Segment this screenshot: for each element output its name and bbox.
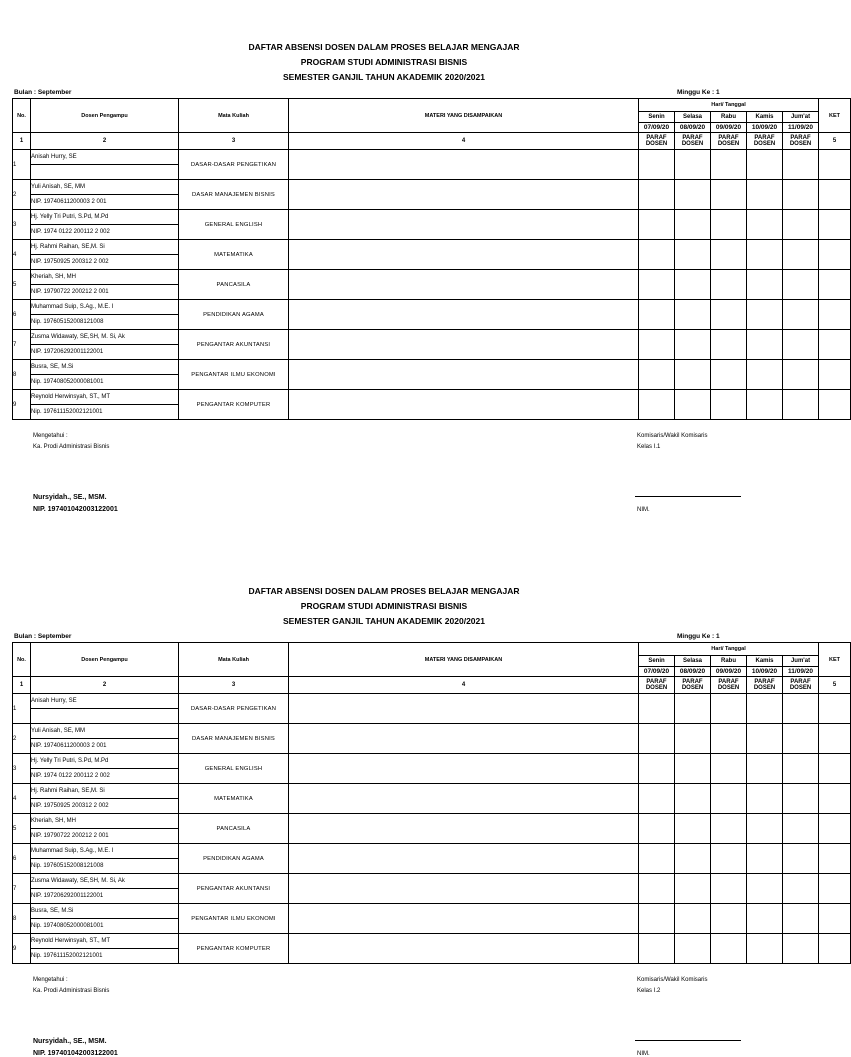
course-name: MATEMATIKA: [179, 784, 289, 814]
ket-cell: [819, 240, 851, 270]
paraf-cell: [783, 694, 819, 724]
row-number: 4: [13, 240, 31, 270]
col-number: 1: [13, 133, 31, 150]
paraf-cell: [639, 754, 675, 784]
day-date: 07/09/20: [639, 123, 675, 133]
paraf-cell: [675, 724, 711, 754]
row-number: 3: [13, 210, 31, 240]
paraf-cell: [639, 240, 675, 270]
paraf-cell: [711, 270, 747, 300]
course-name: PENGANTAR AKUNTANSI: [179, 874, 289, 904]
paraf-cell: [783, 724, 819, 754]
row-number: 9: [13, 390, 31, 420]
paraf-cell: [783, 784, 819, 814]
paraf-cell: [675, 270, 711, 300]
paraf-cell: [747, 330, 783, 360]
kaprodi-nip: NIP. 197401042003122001: [33, 506, 118, 513]
lecturer-name: Anisah Hurry, SE: [31, 694, 179, 709]
col-no: No.: [13, 99, 31, 133]
day-date: 08/09/20: [675, 667, 711, 677]
day-name: Rabu: [711, 656, 747, 667]
paraf-cell: [675, 240, 711, 270]
lecturer-nip: [31, 165, 179, 180]
day-name: Kamis: [747, 112, 783, 123]
materi-cell: [289, 300, 639, 330]
week-label: Minggu Ke : 1: [677, 89, 720, 96]
day-name: Selasa: [675, 656, 711, 667]
day-name: Senin: [639, 112, 675, 123]
course-name: DASAR-DASAR PENGETIKAN: [179, 694, 289, 724]
paraf-cell: [711, 724, 747, 754]
paraf-cell: [783, 934, 819, 964]
lecturer-name: Hj. Yelly Tri Putri, S.Pd, M.Pd: [31, 210, 179, 225]
lecturer-nip: NIP. 19740611200003 2 001: [31, 195, 179, 210]
materi-cell: [289, 360, 639, 390]
lecturer-name: Hj. Yelly Tri Putri, S.Pd, M.Pd: [31, 754, 179, 769]
row-number: 3: [13, 754, 31, 784]
mengetahui-label: Mengetahui :: [33, 977, 68, 983]
col-materi: MATERI YANG DISAMPAIKAN: [289, 99, 639, 133]
paraf-cell: [675, 754, 711, 784]
paraf-cell: [711, 300, 747, 330]
paraf-cell: [747, 814, 783, 844]
paraf-cell: [783, 360, 819, 390]
komisaris-title: Komisaris/Wakil Komisaris: [637, 433, 708, 439]
paraf-label: PARAF DOSEN: [783, 133, 819, 150]
paraf-cell: [639, 784, 675, 814]
paraf-cell: [639, 904, 675, 934]
paraf-cell: [711, 150, 747, 180]
paraf-cell: [783, 300, 819, 330]
table-row: [13, 844, 851, 859]
paraf-cell: [711, 844, 747, 874]
table-row: [13, 754, 851, 769]
paraf-cell: [675, 784, 711, 814]
col-matkul: Mata Kuliah: [179, 99, 289, 133]
lecturer-name: Zusma Widawaty, SE,SH, M. Si, Ak: [31, 330, 179, 345]
col-number: 3: [179, 677, 289, 694]
lecturer-name: Yuli Anisah, SE, MM: [31, 180, 179, 195]
ket-cell: [819, 270, 851, 300]
lecturer-nip: NIP. 197206292001122001: [31, 345, 179, 360]
kaprodi-title: Ka. Prodi Administrasi Bisnis: [33, 444, 110, 450]
ket-cell: [819, 694, 851, 724]
table-row: [13, 360, 851, 375]
row-number: 2: [13, 724, 31, 754]
lecturer-name: Reynold Herwinsyah, ST., MT: [31, 934, 179, 949]
paraf-cell: [639, 694, 675, 724]
day-date: 09/09/20: [711, 123, 747, 133]
ket-cell: [819, 300, 851, 330]
day-date: 11/09/20: [783, 667, 819, 677]
col-no: No.: [13, 643, 31, 677]
paraf-cell: [639, 934, 675, 964]
paraf-cell: [639, 390, 675, 420]
paraf-label: PARAF DOSEN: [711, 133, 747, 150]
lecturer-name: Yuli Anisah, SE, MM: [31, 724, 179, 739]
day-name: Jum'at: [783, 656, 819, 667]
lecturer-name: Anisah Hurry, SE: [31, 150, 179, 165]
paraf-cell: [747, 240, 783, 270]
course-name: DASAR MANAJEMEN BISNIS: [179, 180, 289, 210]
paraf-cell: [675, 330, 711, 360]
title-line-3: SEMESTER GANJIL TAHUN AKADEMIK 2020/2021: [282, 72, 485, 82]
col-number: 2: [31, 133, 179, 150]
table-row: [13, 904, 851, 919]
document-title: [0, 584, 768, 629]
materi-cell: [289, 874, 639, 904]
materi-cell: [289, 150, 639, 180]
paraf-cell: [783, 330, 819, 360]
paraf-cell: [711, 210, 747, 240]
paraf-cell: [675, 904, 711, 934]
paraf-cell: [675, 210, 711, 240]
attendance-table: [12, 98, 851, 420]
materi-cell: [289, 390, 639, 420]
kaprodi-name: Nursyidah., SE., MSM.: [33, 494, 107, 501]
ket-cell: [819, 754, 851, 784]
col-materi: MATERI YANG DISAMPAIKAN: [289, 643, 639, 677]
course-name: PENGANTAR KOMPUTER: [179, 934, 289, 964]
lecturer-nip: NIP. 19750925 200312 2 002: [31, 255, 179, 270]
paraf-cell: [711, 330, 747, 360]
paraf-label: PARAF DOSEN: [783, 677, 819, 694]
lecturer-nip: NIP. 1974 0122 200112 2 002: [31, 769, 179, 784]
signature-line: [635, 1040, 741, 1041]
paraf-label: PARAF DOSEN: [747, 677, 783, 694]
paraf-cell: [783, 754, 819, 784]
paraf-cell: [711, 814, 747, 844]
paraf-cell: [747, 754, 783, 784]
paraf-cell: [747, 270, 783, 300]
lecturer-nip: NIP. 197206292001122001: [31, 889, 179, 904]
materi-cell: [289, 270, 639, 300]
materi-cell: [289, 784, 639, 814]
materi-cell: [289, 844, 639, 874]
col-number: 4: [289, 133, 639, 150]
paraf-cell: [711, 390, 747, 420]
ket-cell: [819, 150, 851, 180]
paraf-cell: [783, 150, 819, 180]
paraf-cell: [675, 844, 711, 874]
row-number: 6: [13, 844, 31, 874]
mengetahui-label: Mengetahui :: [33, 433, 68, 439]
paraf-cell: [675, 874, 711, 904]
paraf-cell: [711, 934, 747, 964]
materi-cell: [289, 934, 639, 964]
paraf-cell: [783, 210, 819, 240]
paraf-cell: [783, 874, 819, 904]
materi-cell: [289, 724, 639, 754]
materi-cell: [289, 180, 639, 210]
course-name: PENGANTAR ILMU EKONOMI: [179, 904, 289, 934]
month-label: Bulan : September: [14, 89, 72, 96]
ket-cell: [819, 330, 851, 360]
month-label: Bulan : September: [14, 633, 72, 640]
course-name: PENGANTAR AKUNTANSI: [179, 330, 289, 360]
table-row: [13, 874, 851, 889]
col-number: 3: [179, 133, 289, 150]
materi-cell: [289, 330, 639, 360]
lecturer-nip: [31, 709, 179, 724]
course-name: PENGANTAR KOMPUTER: [179, 390, 289, 420]
paraf-cell: [675, 360, 711, 390]
paraf-cell: [747, 874, 783, 904]
lecturer-nip: NIP. 19750925 200312 2 002: [31, 799, 179, 814]
table-row: [13, 150, 851, 165]
paraf-cell: [675, 694, 711, 724]
paraf-cell: [747, 180, 783, 210]
ket-cell: [819, 934, 851, 964]
paraf-cell: [639, 180, 675, 210]
week-label: Minggu Ke : 1: [677, 633, 720, 640]
document-title: [0, 40, 768, 85]
lecturer-nip: NIP. 19790722 200212 2 001: [31, 829, 179, 844]
materi-cell: [289, 904, 639, 934]
nim-label: NIM.: [637, 507, 650, 513]
paraf-cell: [639, 844, 675, 874]
paraf-label: PARAF DOSEN: [675, 677, 711, 694]
row-number: 7: [13, 874, 31, 904]
col-hari: Hari/ Tanggal: [639, 99, 819, 112]
paraf-cell: [711, 784, 747, 814]
paraf-cell: [783, 814, 819, 844]
table-row: [13, 934, 851, 949]
row-number: 5: [13, 270, 31, 300]
paraf-cell: [675, 390, 711, 420]
paraf-cell: [711, 694, 747, 724]
materi-cell: [289, 754, 639, 784]
course-name: DASAR-DASAR PENGETIKAN: [179, 150, 289, 180]
table-row: [13, 210, 851, 225]
table-row: [13, 180, 851, 195]
course-name: PENGANTAR ILMU EKONOMI: [179, 360, 289, 390]
lecturer-nip: NIP. 1974 0122 200112 2 002: [31, 225, 179, 240]
lecturer-name: Zusma Widawaty, SE,SH, M. Si, Ak: [31, 874, 179, 889]
course-name: PANCASILA: [179, 270, 289, 300]
paraf-cell: [711, 360, 747, 390]
row-number: 6: [13, 300, 31, 330]
paraf-cell: [747, 904, 783, 934]
paraf-label: PARAF DOSEN: [711, 677, 747, 694]
lecturer-name: Hj. Rahmi Raihan, SE,M. Si: [31, 240, 179, 255]
ket-cell: [819, 784, 851, 814]
paraf-cell: [639, 300, 675, 330]
row-number: 1: [13, 694, 31, 724]
row-number: 2: [13, 180, 31, 210]
row-number: 7: [13, 330, 31, 360]
paraf-cell: [675, 180, 711, 210]
lecturer-name: Busra, SE, M.Si: [31, 360, 179, 375]
row-number: 9: [13, 934, 31, 964]
paraf-cell: [747, 390, 783, 420]
paraf-cell: [711, 240, 747, 270]
col-dosen: Dosen Pengampu: [31, 99, 179, 133]
lecturer-name: Kheriah, SH, MH: [31, 814, 179, 829]
row-number: 4: [13, 784, 31, 814]
lecturer-name: Muhammad Suip, S.Ag., M.E. I: [31, 300, 179, 315]
lecturer-name: Busra, SE, M.Si: [31, 904, 179, 919]
row-number: 5: [13, 814, 31, 844]
title-line-1: DAFTAR ABSENSI DOSEN DALAM PROSES BELAJAR MENGAJAR: [248, 42, 520, 52]
materi-cell: [289, 694, 639, 724]
course-name: PANCASILA: [179, 814, 289, 844]
ket-cell: [819, 724, 851, 754]
paraf-cell: [639, 270, 675, 300]
paraf-cell: [675, 300, 711, 330]
kaprodi-nip: NIP. 197401042003122001: [33, 1050, 118, 1057]
day-date: 09/09/20: [711, 667, 747, 677]
paraf-cell: [747, 844, 783, 874]
paraf-label: PARAF DOSEN: [747, 133, 783, 150]
komisaris-title: Komisaris/Wakil Komisaris: [637, 977, 708, 983]
materi-cell: [289, 814, 639, 844]
col-number: 5: [819, 133, 851, 150]
course-name: GENERAL ENGLISH: [179, 210, 289, 240]
paraf-cell: [639, 210, 675, 240]
day-date: 10/09/20: [747, 667, 783, 677]
ket-cell: [819, 814, 851, 844]
lecturer-nip: Nip. 197605152008121008: [31, 859, 179, 874]
lecturer-nip: Nip. 197408052000081001: [31, 375, 179, 390]
kaprodi-name: Nursyidah., SE., MSM.: [33, 1038, 107, 1045]
paraf-cell: [639, 814, 675, 844]
course-name: DASAR MANAJEMEN BISNIS: [179, 724, 289, 754]
lecturer-name: Muhammad Suip, S.Ag., M.E. I: [31, 844, 179, 859]
paraf-cell: [639, 330, 675, 360]
paraf-cell: [783, 390, 819, 420]
paraf-cell: [747, 934, 783, 964]
ket-cell: [819, 180, 851, 210]
col-dosen: Dosen Pengampu: [31, 643, 179, 677]
paraf-cell: [639, 150, 675, 180]
paraf-cell: [783, 240, 819, 270]
kaprodi-title: Ka. Prodi Administrasi Bisnis: [33, 988, 110, 994]
day-name: Rabu: [711, 112, 747, 123]
materi-cell: [289, 240, 639, 270]
paraf-cell: [783, 180, 819, 210]
lecturer-nip: Nip. 197611152002121001: [31, 405, 179, 420]
col-matkul: Mata Kuliah: [179, 643, 289, 677]
day-name: Kamis: [747, 656, 783, 667]
lecturer-nip: Nip. 197408052000081001: [31, 919, 179, 934]
course-name: PENDIDIKAN AGAMA: [179, 844, 289, 874]
col-ket: KET: [819, 99, 851, 133]
day-date: 10/09/20: [747, 123, 783, 133]
lecturer-nip: Nip. 197605152008121008: [31, 315, 179, 330]
paraf-cell: [747, 300, 783, 330]
paraf-cell: [783, 904, 819, 934]
col-number: 1: [13, 677, 31, 694]
table-row: [13, 814, 851, 829]
day-name: Jum'at: [783, 112, 819, 123]
lecturer-name: Reynold Herwinsyah, ST., MT: [31, 390, 179, 405]
day-date: 11/09/20: [783, 123, 819, 133]
col-number: 4: [289, 677, 639, 694]
table-row: [13, 240, 851, 255]
lecturer-nip: NIP. 19790722 200212 2 001: [31, 285, 179, 300]
paraf-cell: [675, 934, 711, 964]
col-number: 5: [819, 677, 851, 694]
lecturer-name: Hj. Rahmi Raihan, SE,M. Si: [31, 784, 179, 799]
lecturer-nip: NIP. 19740611200003 2 001: [31, 739, 179, 754]
lecturer-nip: Nip. 197611152002121001: [31, 949, 179, 964]
paraf-label: PARAF DOSEN: [639, 677, 675, 694]
ket-cell: [819, 874, 851, 904]
title-line-2: PROGRAM STUDI ADMINISTRASI BISNIS: [300, 601, 468, 611]
table-row: [13, 300, 851, 315]
paraf-cell: [747, 210, 783, 240]
ket-cell: [819, 210, 851, 240]
day-date: 08/09/20: [675, 123, 711, 133]
paraf-cell: [711, 180, 747, 210]
paraf-cell: [639, 724, 675, 754]
day-date: 07/09/20: [639, 667, 675, 677]
row-number: 1: [13, 150, 31, 180]
table-row: [13, 694, 851, 709]
paraf-label: PARAF DOSEN: [675, 133, 711, 150]
title-line-1: DAFTAR ABSENSI DOSEN DALAM PROSES BELAJAR MENGAJAR: [248, 586, 520, 596]
paraf-cell: [783, 844, 819, 874]
ket-cell: [819, 844, 851, 874]
table-row: [13, 784, 851, 799]
course-name: MATEMATIKA: [179, 240, 289, 270]
title-line-3: SEMESTER GANJIL TAHUN AKADEMIK 2020/2021: [282, 616, 485, 626]
attendance-table: [12, 642, 851, 964]
row-number: 8: [13, 904, 31, 934]
table-row: [13, 724, 851, 739]
kelas-label: Kelas I.2: [637, 988, 661, 994]
paraf-cell: [783, 270, 819, 300]
paraf-cell: [747, 150, 783, 180]
course-name: PENDIDIKAN AGAMA: [179, 300, 289, 330]
row-number: 8: [13, 360, 31, 390]
paraf-cell: [747, 724, 783, 754]
paraf-cell: [747, 694, 783, 724]
paraf-cell: [711, 904, 747, 934]
ket-cell: [819, 904, 851, 934]
day-name: Senin: [639, 656, 675, 667]
paraf-cell: [675, 814, 711, 844]
table-row: [13, 390, 851, 405]
kelas-label: Kelas I.1: [637, 444, 661, 450]
paraf-cell: [639, 874, 675, 904]
col-ket: KET: [819, 643, 851, 677]
course-name: GENERAL ENGLISH: [179, 754, 289, 784]
materi-cell: [289, 210, 639, 240]
paraf-cell: [711, 754, 747, 784]
paraf-cell: [747, 784, 783, 814]
nim-label: NIM.: [637, 1051, 650, 1057]
col-hari: Hari/ Tanggal: [639, 643, 819, 656]
ket-cell: [819, 390, 851, 420]
paraf-cell: [675, 150, 711, 180]
table-row: [13, 330, 851, 345]
paraf-label: PARAF DOSEN: [639, 133, 675, 150]
signature-line: [635, 496, 741, 497]
col-number: 2: [31, 677, 179, 694]
paraf-cell: [639, 360, 675, 390]
lecturer-name: Kheriah, SH, MH: [31, 270, 179, 285]
table-row: [13, 270, 851, 285]
ket-cell: [819, 360, 851, 390]
title-line-2: PROGRAM STUDI ADMINISTRASI BISNIS: [300, 57, 468, 67]
paraf-cell: [747, 360, 783, 390]
day-name: Selasa: [675, 112, 711, 123]
paraf-cell: [711, 874, 747, 904]
